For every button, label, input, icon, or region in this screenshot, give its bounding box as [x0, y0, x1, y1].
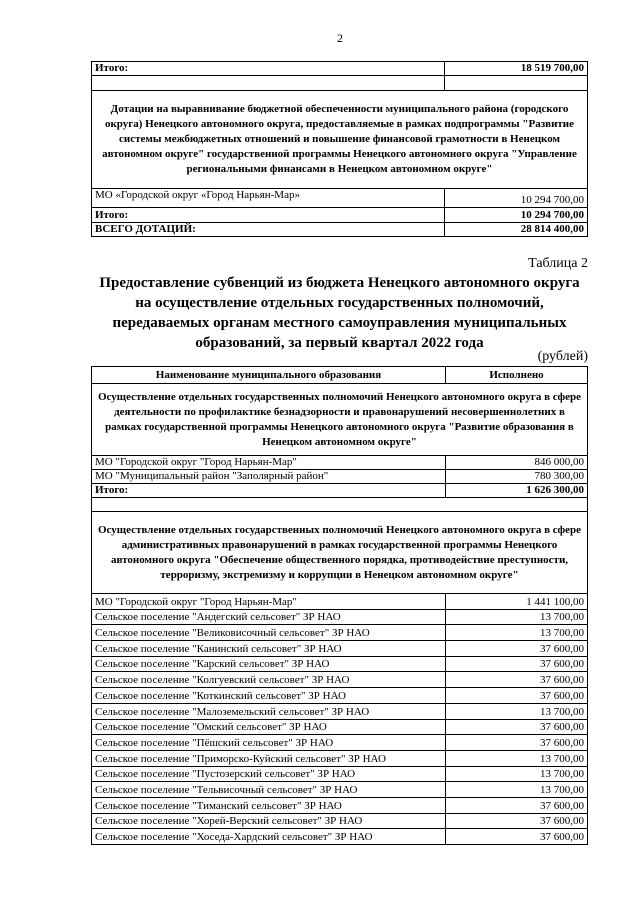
table-row	[92, 656, 588, 672]
table-row	[92, 470, 588, 484]
table-row	[92, 672, 588, 688]
amount: 37 600,00	[446, 672, 588, 688]
amount: 37 600,00	[446, 829, 588, 845]
amount: 37 600,00	[446, 735, 588, 751]
municipality-name: Сельское поселение "Тиманский сельсовет" ЗР НАО	[92, 797, 446, 813]
amount: 37 600,00	[446, 656, 588, 672]
amount: 846 000,00	[446, 456, 588, 470]
table-row-empty	[92, 76, 588, 91]
municipality-name: Сельское поселение "Великовисочный сельсовет" ЗР НАО	[92, 625, 446, 641]
municipality-name: Сельское поселение "Тельвисочный сельсовет" ЗР НАО	[92, 782, 446, 798]
table-row	[92, 797, 588, 813]
table-row	[92, 594, 588, 610]
table-label: Таблица 2	[528, 256, 588, 271]
table-row-grand-total	[92, 223, 588, 237]
table-row	[92, 766, 588, 782]
amount: 37 600,00	[446, 813, 588, 829]
grand-total-label: ВСЕГО ДОТАЦИЙ:	[92, 223, 445, 237]
municipality-name: МО «Городской округ «Город Нарьян-Мар»	[92, 189, 445, 208]
table-title: Предоставление субвенций из бюджета Ненецкого автономного округа на осуществление отдельных государственных полномочий, передаваемых органам местного самоуправления муниципальных образований, за первый квартал 2022 года	[99, 275, 580, 351]
table-row-empty	[92, 498, 588, 512]
table-row	[92, 609, 588, 625]
amount: 10 294 700,00	[445, 189, 588, 208]
table-row	[92, 735, 588, 751]
table-row-total	[92, 208, 588, 223]
amount: 1 441 100,00	[446, 594, 588, 610]
municipality-name: Сельское поселение "Пустозерский сельсовет" ЗР НАО	[92, 766, 446, 782]
table-row	[92, 782, 588, 798]
municipality-name: МО "Городской округ "Город Нарьян-Мар"	[92, 456, 446, 470]
municipality-name: Сельское поселение "Андегский сельсовет" ЗР НАО	[92, 609, 446, 625]
subventions-table-2	[91, 366, 588, 845]
total-value: 10 294 700,00	[445, 208, 588, 223]
amount: 13 700,00	[446, 703, 588, 719]
table-row	[92, 750, 588, 766]
table-row-total-prev	[92, 62, 588, 76]
municipality-name: Сельское поселение "Коткинский сельсовет" ЗР НАО	[92, 688, 446, 704]
table-row	[92, 641, 588, 657]
section-heading: Дотации на выравнивание бюджетной обеспеченности муниципального района (городского округа) Ненецкого автономного округа, предоставляемые в рамках подпрограммы "Развитие системы межбюджетных отношений и повышение финансовой грамотности в Ненецком автономном округе" государственной программы Ненецкого автономного округа "Управление региональными финансами в Ненецком автономном округе"	[92, 91, 588, 189]
amount: 37 600,00	[446, 719, 588, 735]
amount: 780 300,00	[446, 470, 588, 484]
total-value: 18 519 700,00	[445, 62, 588, 76]
municipality-name: Сельское поселение "Канинский сельсовет" ЗР НАО	[92, 641, 446, 657]
municipality-name: Сельское поселение "Хоседа-Хардский сельсовет" ЗР НАО	[92, 829, 446, 845]
section-heading-row	[92, 91, 588, 189]
amount: 37 600,00	[446, 688, 588, 704]
municipality-name: МО "Муниципальный район "Заполярный район"	[92, 470, 446, 484]
amount: 37 600,00	[446, 641, 588, 657]
amount: 13 700,00	[446, 609, 588, 625]
amount: 37 600,00	[446, 797, 588, 813]
municipality-name: Сельское поселение "Колгуевский сельсовет" ЗР НАО	[92, 672, 446, 688]
table-row	[92, 625, 588, 641]
table-row	[92, 719, 588, 735]
municipality-name: Сельское поселение "Малоземельский сельсовет" ЗР НАО	[92, 703, 446, 719]
table-row	[92, 829, 588, 845]
total-label: Итого:	[92, 484, 446, 498]
total-label: Итого:	[92, 208, 445, 223]
table-row	[92, 703, 588, 719]
amount: 13 700,00	[446, 750, 588, 766]
column-header-municipality: Наименование муниципального образования	[92, 367, 446, 384]
table-row	[92, 456, 588, 470]
amount: 13 700,00	[446, 766, 588, 782]
municipality-name: МО "Городской округ "Город Нарьян-Мар"	[92, 594, 446, 610]
total-value: 1 626 300,00	[446, 484, 588, 498]
table-row-total	[92, 484, 588, 498]
column-header-executed: Исполнено	[446, 367, 588, 384]
amount: 13 700,00	[446, 782, 588, 798]
section-heading: Осуществление отдельных государственных полномочий Ненецкого автономного округа в сфере административных правонарушений в рамках государственной программы Ненецкого автономного округа "Обеспечение общественного порядка, противодействие преступности, терроризму, экстремизму и коррупции в Ненецком автономном округе"	[92, 512, 588, 594]
units-label: (рублей)	[537, 349, 588, 364]
section-heading: Осуществление отдельных государственных полномочий Ненецкого автономного округа в сфере деятельности по профилактике безнадзорности и правонарушений несовершеннолетних в рамках государственной программы Ненецкого автономного округа "Развитие образования в Ненецком автономном округе"	[92, 384, 588, 456]
municipality-name: Сельское поселение "Пёшский сельсовет" ЗР НАО	[92, 735, 446, 751]
amount: 13 700,00	[446, 625, 588, 641]
municipality-name: Сельское поселение "Хорей-Верский сельсовет" ЗР НАО	[92, 813, 446, 829]
subsidies-table-1	[91, 61, 588, 237]
section-heading-row	[92, 384, 588, 456]
grand-total-value: 28 814 400,00	[445, 223, 588, 237]
municipality-name: Сельское поселение "Омский сельсовет" ЗР НАО	[92, 719, 446, 735]
table-row	[92, 688, 588, 704]
section-heading-row	[92, 512, 588, 594]
table-row	[92, 813, 588, 829]
municipality-name: Сельское поселение "Карский сельсовет" ЗР НАО	[92, 656, 446, 672]
table-row	[92, 189, 588, 208]
page-number: 2	[337, 31, 343, 45]
municipality-name: Сельское поселение "Приморско-Куйский сельсовет" ЗР НАО	[92, 750, 446, 766]
total-label: Итого:	[92, 62, 445, 76]
table-header-row	[92, 367, 588, 384]
